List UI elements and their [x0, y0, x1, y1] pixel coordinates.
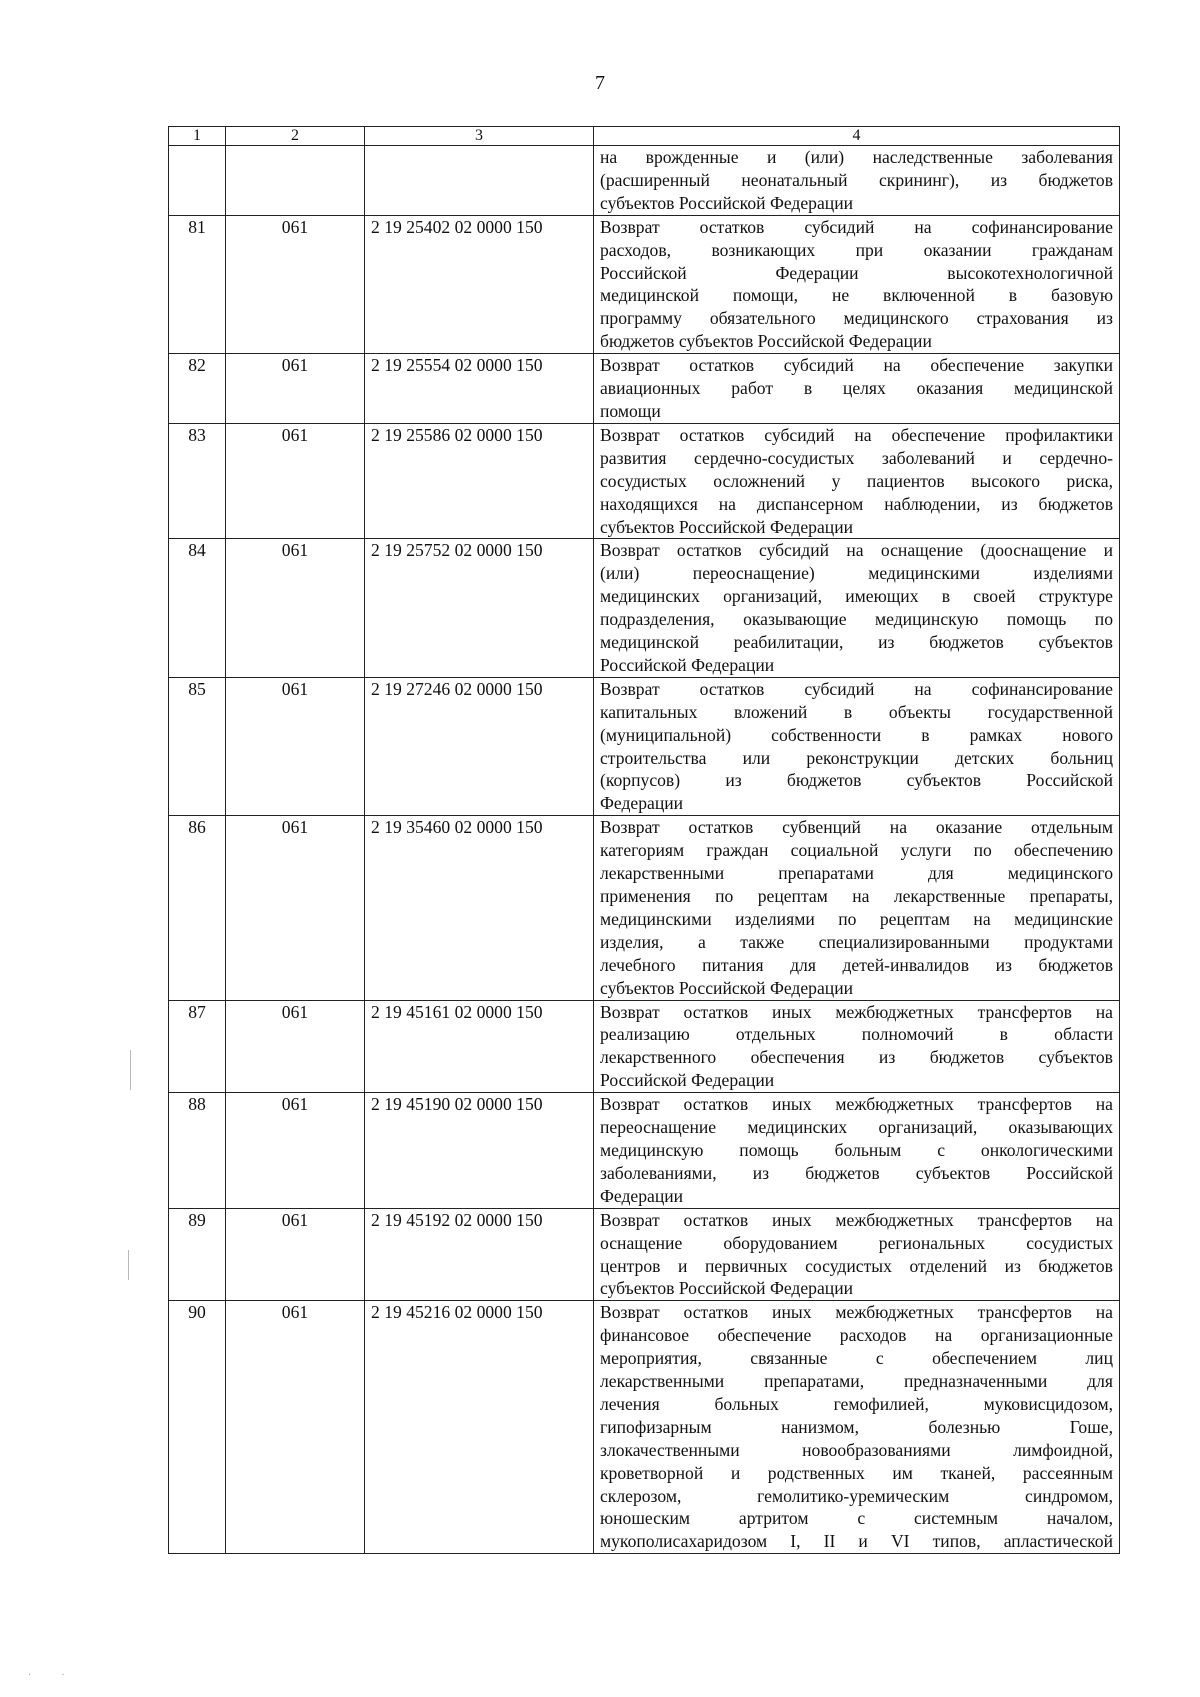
description-line: Возврат остатков иных межбюджетных трансфертов на — [600, 1094, 1113, 1115]
budget-code-cell: 2 19 25402 02 0000 150 — [365, 215, 594, 353]
description-line: Возврат остатков субсидий на обеспечение закупки — [600, 355, 1113, 376]
description-line: (муниципальной) собственности в рамках нового — [600, 724, 1113, 745]
description-line: Возврат остатков субвенций на оказание отдельным — [600, 817, 1113, 838]
budget-code-cell: 2 19 45161 02 0000 150 — [365, 1000, 594, 1093]
description-line: применения по рецептам на лекарственные препараты, — [600, 886, 1113, 906]
description-line: лекарственными препаратами, предназначенными для — [600, 1371, 1113, 1392]
description-cell — [594, 354, 1120, 424]
description-line: расходов, возникающих при оказании гражданам — [600, 239, 1113, 260]
description-line: медицинских организаций, имеющих в своей структуре — [600, 586, 1113, 607]
description-line: строительства или реконструкции детских больниц — [600, 747, 1113, 768]
description-line: Возврат остатков иных межбюджетных трансфертов на — [600, 1209, 1113, 1230]
table-row — [169, 1301, 1120, 1554]
admin-code-cell: 061 — [226, 215, 365, 353]
description-line: мероприятия, связанные с обеспечением лиц — [600, 1348, 1113, 1369]
description-line: субъектов Российской Федерации — [600, 1278, 854, 1299]
column-header: 3 — [365, 127, 594, 146]
column-number-row — [169, 127, 1120, 146]
description-line: мукополисахаридозом I, II и VI типов, апластической — [600, 1531, 1113, 1552]
description-line: (или) переоснащение) медицинскими изделиями — [600, 563, 1113, 584]
description-cell — [594, 215, 1120, 353]
table-row — [169, 539, 1120, 677]
description-cell — [594, 1208, 1120, 1301]
description-cell — [594, 1000, 1120, 1093]
admin-code-cell: 061 — [226, 816, 365, 1000]
row-number-cell: 85 — [169, 677, 226, 815]
description-line: центров и первичных сосудистых отделений из бюджетов — [600, 1255, 1113, 1276]
table-row — [169, 677, 1120, 815]
admin-code-cell: 061 — [226, 677, 365, 815]
budget-code-cell: 2 19 45216 02 0000 150 — [365, 1301, 594, 1554]
description-line: юношеским артритом с системным началом, — [600, 1508, 1113, 1529]
description-cell — [594, 677, 1120, 815]
description-line: лечения больных гемофилией, муковисцидозом, — [600, 1393, 1113, 1414]
description-line: категориям граждан социальной услуги по обеспечению — [600, 840, 1113, 861]
description-line: злокачественными новообразованиями лимфоидной, — [600, 1439, 1113, 1460]
description-line: бюджетов субъектов Российской Федерации — [600, 331, 932, 352]
description-line: Российской Федерации высокотехнологичной — [600, 262, 1113, 283]
description-line: субъектов Российской Федерации — [600, 516, 854, 537]
row-number-cell — [169, 146, 226, 216]
budget-code-cell: 2 19 25586 02 0000 150 — [365, 423, 594, 539]
description-cell — [594, 539, 1120, 677]
description-line: Возврат остатков субсидий на обеспечение профилактики — [600, 424, 1113, 445]
description-line: Федерации — [600, 1185, 684, 1206]
description-line: Возврат остатков субсидий на оснащение (дооснащение и — [600, 540, 1113, 561]
description-line: подразделения, оказывающие медицинскую помощь по — [600, 609, 1113, 630]
description-line: капитальных вложений в объекты государственной — [600, 701, 1113, 722]
table-row — [169, 423, 1120, 539]
row-number-cell: 87 — [169, 1000, 226, 1093]
table-row — [169, 354, 1120, 424]
description-line: Возврат остатков иных межбюджетных трансфертов на — [600, 1001, 1113, 1022]
admin-code-cell: 061 — [226, 354, 365, 424]
scan-specks: · · — [28, 1670, 65, 1681]
column-header: 4 — [594, 127, 1120, 146]
description-line: развития сердечно-сосудистых заболеваний и сердечно- — [600, 447, 1113, 468]
admin-code-cell: 061 — [226, 423, 365, 539]
description-line: Федерации — [600, 793, 684, 814]
admin-code-cell — [226, 146, 365, 216]
row-number-cell: 82 — [169, 354, 226, 424]
description-line: на врожденные и (или) наследственные заболевания — [600, 147, 1113, 167]
description-cell — [594, 1093, 1120, 1209]
description-line: медицинскими изделиями по рецептам на медицинские — [600, 908, 1113, 929]
description-line: помощи — [600, 400, 661, 421]
table-row — [169, 1208, 1120, 1301]
description-line: авиационных работ в целях оказания медицинской — [600, 378, 1113, 399]
description-line: Российской Федерации — [600, 1070, 775, 1091]
description-line: реализацию отдельных полномочий в области — [600, 1024, 1113, 1045]
scan-margin-mark — [130, 1050, 131, 1090]
description-line: субъектов Российской Федерации — [600, 977, 854, 998]
description-cell — [594, 146, 1120, 216]
admin-code-cell: 061 — [226, 539, 365, 677]
row-number-cell: 90 — [169, 1301, 226, 1554]
description-line: находящихся на диспансерном наблюдении, из бюджетов — [600, 493, 1113, 514]
description-line: Возврат остатков субсидий на софинансирование — [600, 216, 1113, 237]
description-cell — [594, 1301, 1120, 1554]
row-number-cell: 83 — [169, 423, 226, 539]
table-row — [169, 146, 1120, 216]
table-row — [169, 215, 1120, 353]
description-line: лекарственными препаратами для медицинского — [600, 863, 1113, 884]
description-line: медицинской реабилитации, из бюджетов субъектов — [600, 632, 1113, 653]
description-line: переоснащение медицинских организаций, оказывающих — [600, 1117, 1113, 1138]
description-line: медицинской помощи, не включенной в базовую — [600, 285, 1113, 306]
budget-code-cell: 2 19 35460 02 0000 150 — [365, 816, 594, 1000]
description-cell — [594, 816, 1120, 1000]
row-number-cell: 86 — [169, 816, 226, 1000]
budget-code-cell: 2 19 27246 02 0000 150 — [365, 677, 594, 815]
description-line: (расширенный неонатальный скрининг), из бюджетов — [600, 169, 1113, 190]
description-line: Возврат остатков субсидий на софинансирование — [600, 678, 1113, 699]
column-header: 2 — [226, 127, 365, 146]
description-line: субъектов Российской Федерации — [600, 192, 854, 213]
description-line: (корпусов) из бюджетов субъектов Российской — [600, 770, 1113, 791]
description-cell — [594, 423, 1120, 539]
description-line: Возврат остатков иных межбюджетных трансфертов на — [600, 1302, 1113, 1323]
budget-code-cell: 2 19 45190 02 0000 150 — [365, 1093, 594, 1209]
table-row — [169, 1000, 1120, 1093]
page-number: 7 — [595, 72, 605, 94]
budget-code-cell — [365, 146, 594, 216]
description-line: изделия, а также специализированными продуктами — [600, 931, 1113, 952]
budget-code-cell: 2 19 25554 02 0000 150 — [365, 354, 594, 424]
description-line: кроветворной и родственных им тканей, рассеянным — [600, 1462, 1113, 1483]
description-line: Российской Федерации — [600, 654, 775, 675]
description-line: лечебного питания для детей-инвалидов из бюджетов — [600, 954, 1113, 975]
row-number-cell: 84 — [169, 539, 226, 677]
admin-code-cell: 061 — [226, 1093, 365, 1209]
description-line: склерозом, гемолитико-уремическим синдромом, — [600, 1485, 1113, 1506]
description-line: медицинскую помощь больным с онкологическими — [600, 1139, 1113, 1160]
description-line: лекарственного обеспечения из бюджетов субъектов — [600, 1047, 1113, 1068]
column-header: 1 — [169, 127, 226, 146]
row-number-cell: 81 — [169, 215, 226, 353]
description-line: заболеваниями, из бюджетов субъектов Российской — [600, 1162, 1113, 1183]
budget-code-cell: 2 19 45192 02 0000 150 — [365, 1208, 594, 1301]
table-row — [169, 816, 1120, 1000]
description-line: сосудистых осложнений у пациентов высокого риска, — [600, 470, 1113, 491]
row-number-cell: 88 — [169, 1093, 226, 1209]
admin-code-cell: 061 — [226, 1301, 365, 1554]
admin-code-cell: 061 — [226, 1208, 365, 1301]
description-line: финансовое обеспечение расходов на организационные — [600, 1325, 1113, 1346]
budget-code-cell: 2 19 25752 02 0000 150 — [365, 539, 594, 677]
description-line: оснащение оборудованием региональных сосудистых — [600, 1232, 1113, 1253]
budget-codes-table — [168, 126, 1120, 1554]
description-line: программу обязательного медицинского страхования из — [600, 308, 1113, 329]
admin-code-cell: 061 — [226, 1000, 365, 1093]
row-number-cell: 89 — [169, 1208, 226, 1301]
description-line: гипофизарным нанизмом, болезнью Гоше, — [600, 1416, 1113, 1437]
scan-margin-mark — [128, 1250, 129, 1280]
table-row — [169, 1093, 1120, 1209]
